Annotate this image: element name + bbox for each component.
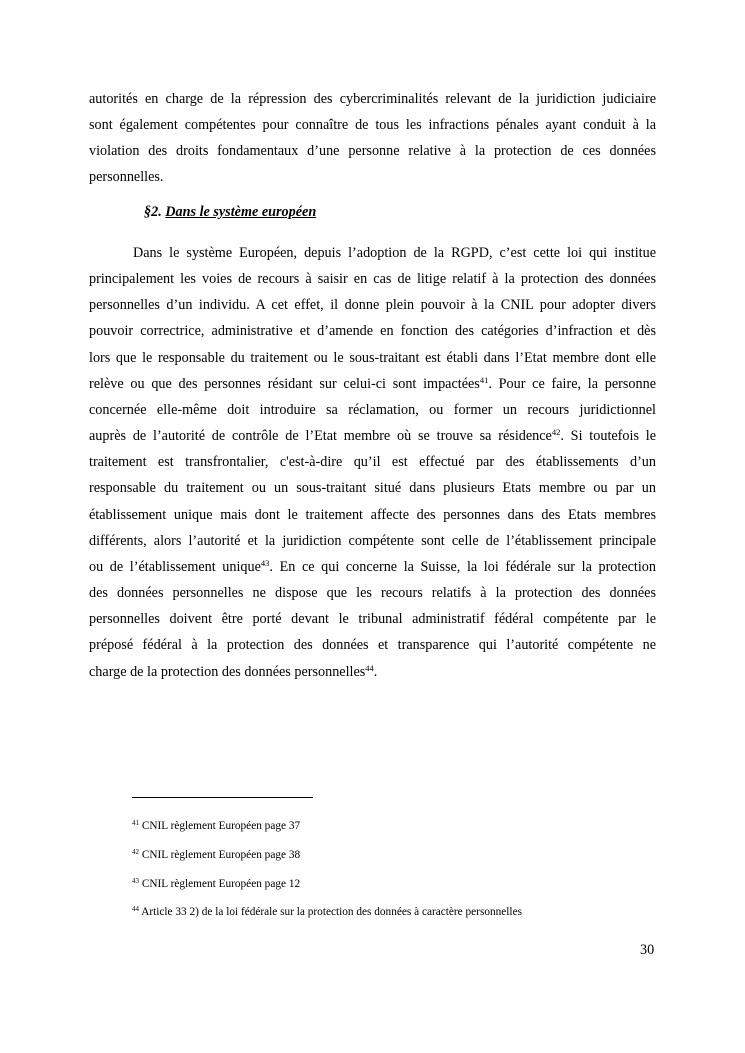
section-title: Dans le système européen — [165, 204, 317, 220]
footnote-text: CNIL règlement Européen page 37 — [139, 820, 301, 832]
text-line: lors que le responsable du traitement ou le sous-traitant est établi dans l’Etat membre dont elle — [89, 349, 656, 366]
text-line: personnelles doivent être porté devant le tribunal administratif fédéral compétente par le — [89, 611, 656, 628]
text-run: . — [373, 663, 378, 680]
text-run: relève ou que des personnes résidant sur celui-ci sont impactées — [89, 375, 480, 392]
text-line: traitement est transfrontalier, c'est-à-dire qu’il est effectué par des établissements d’un — [89, 454, 656, 471]
footnote-text: Article 33 2) de la loi fédérale sur la protection des données à caractère personnelles — [139, 906, 522, 918]
text-run: ou de l’établissement unique — [89, 558, 261, 575]
footnote-text: CNIL règlement Européen page 12 — [139, 878, 301, 890]
text-line: Dans le système Européen, depuis l’adoption de la RGPD, c’est cette loi qui institue — [133, 245, 656, 261]
text-run: auprès de l’autorité de contrôle de l’Etat membre où se trouve sa résidence — [89, 428, 552, 445]
page-number: 30 — [640, 942, 655, 958]
text-line: pouvoir correctrice, administrative et d’amende en fonction des catégories d’infraction et dès — [89, 323, 656, 340]
text-line: différents, alors l’autorité et la juridiction compétente sont celle de l’établissement principale — [89, 532, 656, 549]
text-line: responsable du traitement ou un sous-traitant situé dans plusieurs Etats membre ou par un — [89, 480, 656, 497]
text-line — [89, 659, 656, 685]
text-line: principalement les voies de recours à saisir en cas de litige relatif à la protection des données — [89, 271, 656, 288]
text-line: autorités en charge de la répression des cybercriminalités relevant de la juridiction judiciaire — [89, 91, 656, 107]
footnote-number: 43 — [132, 877, 139, 885]
footnote-separator — [132, 797, 313, 798]
footnote — [132, 849, 300, 861]
text-line: personnelles d’un individu. A cet effet, il donne plein pouvoir à la CNIL pour adopter divers — [89, 297, 656, 314]
text-run: . En ce qui concerne la Suisse, la loi fédérale sur la protection — [269, 558, 656, 575]
text-line: préposé fédéral à la protection des données et transparence qui l’autorité compétente ne — [89, 637, 656, 654]
section-heading — [144, 204, 316, 221]
text-run: . Si toutefois le — [560, 428, 656, 445]
text-line — [89, 423, 656, 449]
text-line: personnelles. — [89, 169, 164, 186]
footnote — [132, 906, 522, 918]
footnote-number: 42 — [132, 848, 139, 856]
text-line: des données personnelles ne dispose que les recours relatifs à la protection des données — [89, 585, 656, 602]
section-number: §2. — [144, 204, 162, 220]
footnote — [132, 820, 300, 832]
footnote-ref[interactable]: 44 — [365, 662, 374, 673]
text-line — [89, 554, 656, 580]
footnote-text: CNIL règlement Européen page 38 — [139, 849, 301, 861]
text-line: violation des droits fondamentaux d’une personne relative à la protection de ces données — [89, 143, 656, 160]
footnote-ref[interactable]: 41 — [479, 374, 489, 385]
paragraph-intro — [89, 86, 656, 191]
footnote-number: 44 — [132, 905, 139, 913]
footnote-ref[interactable]: 42 — [551, 427, 561, 438]
text-run: . Pour ce faire, la personne — [488, 375, 656, 392]
text-line — [89, 371, 656, 397]
footnote-number: 41 — [132, 819, 139, 827]
text-line: établissement unique mais dont le traitement affecte des personnes dans des Etats membres — [89, 506, 656, 523]
text-run: charge de la protection des données personnelles — [89, 663, 366, 680]
text-line: concernée elle-même doit introduire sa réclamation, ou former un recours juridictionnel — [89, 401, 656, 418]
footnote-ref[interactable]: 43 — [260, 557, 270, 568]
text-line: sont également compétentes pour connaître de tous les infractions pénales ayant conduit à la — [89, 117, 656, 134]
paragraph-main — [89, 240, 656, 685]
footnote — [132, 878, 300, 890]
